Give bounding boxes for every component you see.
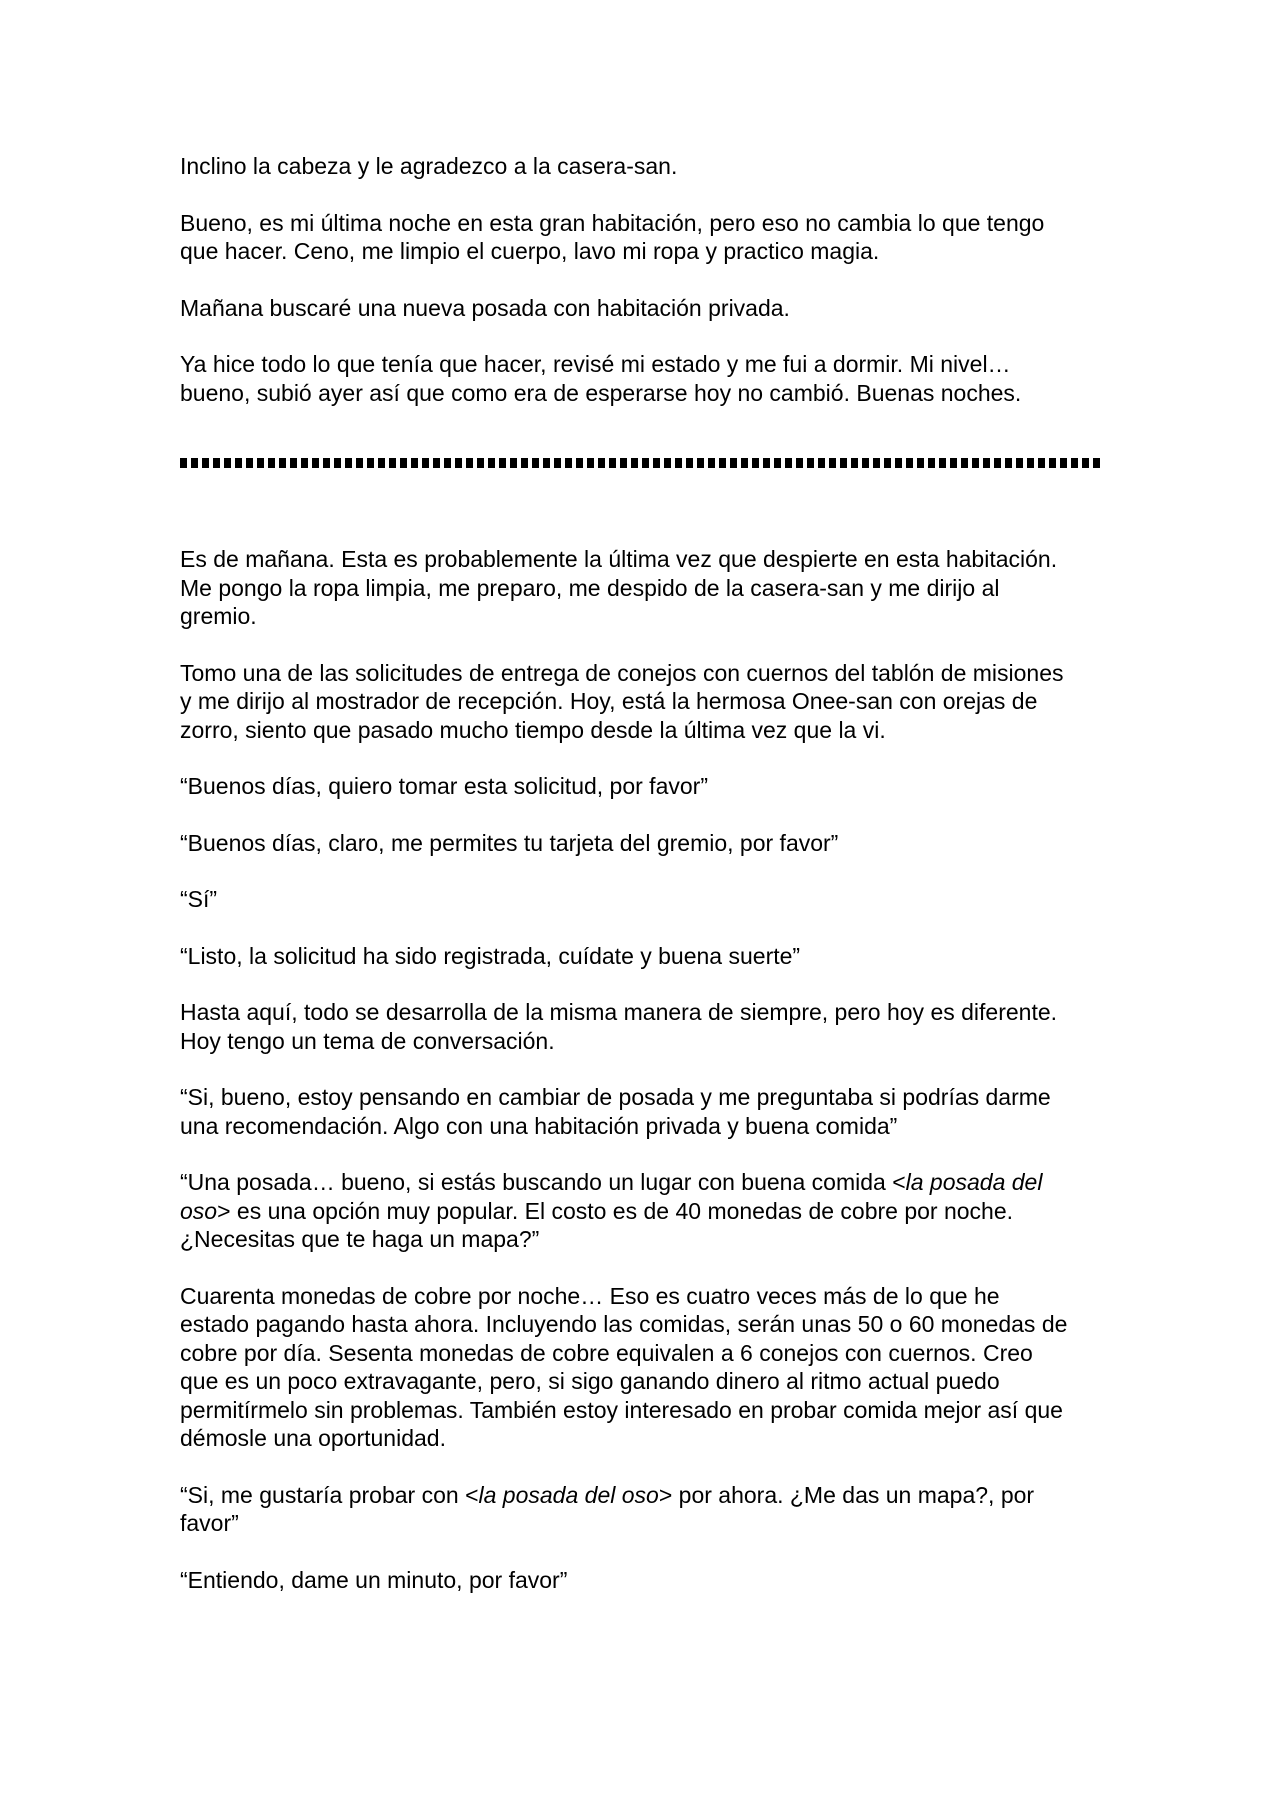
text-run-italic: oso (180, 1197, 218, 1224)
paragraph (180, 1566, 1110, 1595)
section-before-separator (180, 152, 1110, 407)
text-run: Me pongo la ropa limpia, me preparo, me despido de la casera-san y me dirijo al (180, 574, 1000, 601)
text-run-italic: la posada del oso (478, 1481, 659, 1508)
text-run: Tomo una de las solicitudes de entrega de conejos con cuernos del tablón de misiones (180, 659, 1064, 686)
paragraph (180, 1282, 1110, 1453)
paragraph (180, 350, 1110, 407)
section-after-separator (180, 545, 1110, 1594)
text-run: “Una posada… bueno, si estás buscando un lugar con buena comida < (180, 1169, 906, 1195)
text-run: una recomendación. Algo con una habitación privada y buena comida” (180, 1112, 898, 1139)
text-run: cobre por día. Sesenta monedas de cobre equivalen a 6 conejos con cuernos. Creo (180, 1339, 1033, 1366)
text-run: Hoy tengo un tema de conversación. (180, 1027, 555, 1054)
text-run: “Si, me gustaría probar con < (180, 1481, 479, 1508)
text-run: “Buenos días, claro, me permites tu tarjeta del gremio, por favor” (180, 829, 839, 856)
text-run: “Entiendo, dame un minuto, por favor” (180, 1566, 568, 1593)
text-run: Inclino la cabeza y le agradezco a la casera-san. (180, 153, 678, 179)
text-run: > es una opción muy popular. El costo es de 40 monedas de cobre por noche. (217, 1197, 1014, 1224)
text-run: Hasta aquí, todo se desarrolla de la misma manera de siempre, pero hoy es diferente. (180, 999, 1058, 1025)
paragraph (180, 885, 1110, 914)
text-run: zorro, siento que pasado mucho tiempo desde la última vez que la vi. (180, 716, 886, 743)
paragraph (180, 772, 1110, 801)
paragraph (180, 1481, 1110, 1538)
text-run: estado pagando hasta ahora. Incluyendo las comidas, serán unas 50 o 60 monedas de (180, 1311, 1068, 1337)
text-run: y me dirijo al mostrador de recepción. Hoy, está la hermosa Onee-san con orejas de (180, 688, 1038, 714)
text-run: “Buenos días, quiero tomar esta solicitud, por favor” (180, 773, 708, 799)
paragraph (180, 294, 1110, 323)
text-run: favor” (180, 1510, 239, 1536)
paragraph (180, 659, 1110, 745)
text-run-italic: la posada del (905, 1169, 1043, 1195)
dotted-separator (180, 458, 1100, 468)
paragraph (180, 942, 1110, 971)
text-run: > por ahora. ¿Me das un mapa?, por (658, 1481, 1035, 1508)
paragraph (180, 829, 1110, 858)
text-run: Es de mañana. Esta es probablemente la última vez que despierte en esta habitación. (180, 546, 1058, 572)
text-run: démosle una oportunidad. (180, 1425, 446, 1451)
text-run: que es un poco extravagante, pero, si sigo ganando dinero al ritmo actual puedo (180, 1368, 1000, 1394)
text-run: Mañana buscaré una nueva posada con habitación privada. (180, 294, 790, 321)
text-run: Cuarenta monedas de cobre por noche… Eso es cuatro veces más de lo que he (180, 1282, 1000, 1309)
text-run: gremio. (180, 603, 257, 629)
text-run: bueno, subió ayer así que como era de esperarse hoy no cambió. Buenas noches. (180, 379, 1022, 406)
text-run: “Si, bueno, estoy pensando en cambiar de posada y me preguntaba si podrías darme (180, 1084, 1051, 1110)
text-run: “Listo, la solicitud ha sido registrada, cuídate y buena suerte” (180, 942, 801, 969)
text-run: Bueno, es mi última noche en esta gran habitación, pero eso no cambia lo que tengo (180, 209, 1045, 236)
paragraph (180, 209, 1110, 266)
paragraph (180, 998, 1110, 1055)
paragraph (180, 1168, 1110, 1254)
text-run: Ya hice todo lo que tenía que hacer, revisé mi estado y me fui a dormir. Mi nivel… (180, 351, 1011, 377)
paragraph (180, 545, 1110, 631)
text-run: que hacer. Ceno, me limpio el cuerpo, lavo mi ropa y practico magia. (180, 238, 880, 264)
paragraph (180, 152, 1110, 181)
text-run: “Sí” (180, 886, 218, 912)
text-run: permitírmelo sin problemas. También estoy interesado en probar comida mejor así que (180, 1396, 1063, 1423)
text-run: ¿Necesitas que te haga un mapa?” (180, 1226, 540, 1252)
paragraph (180, 1083, 1110, 1140)
